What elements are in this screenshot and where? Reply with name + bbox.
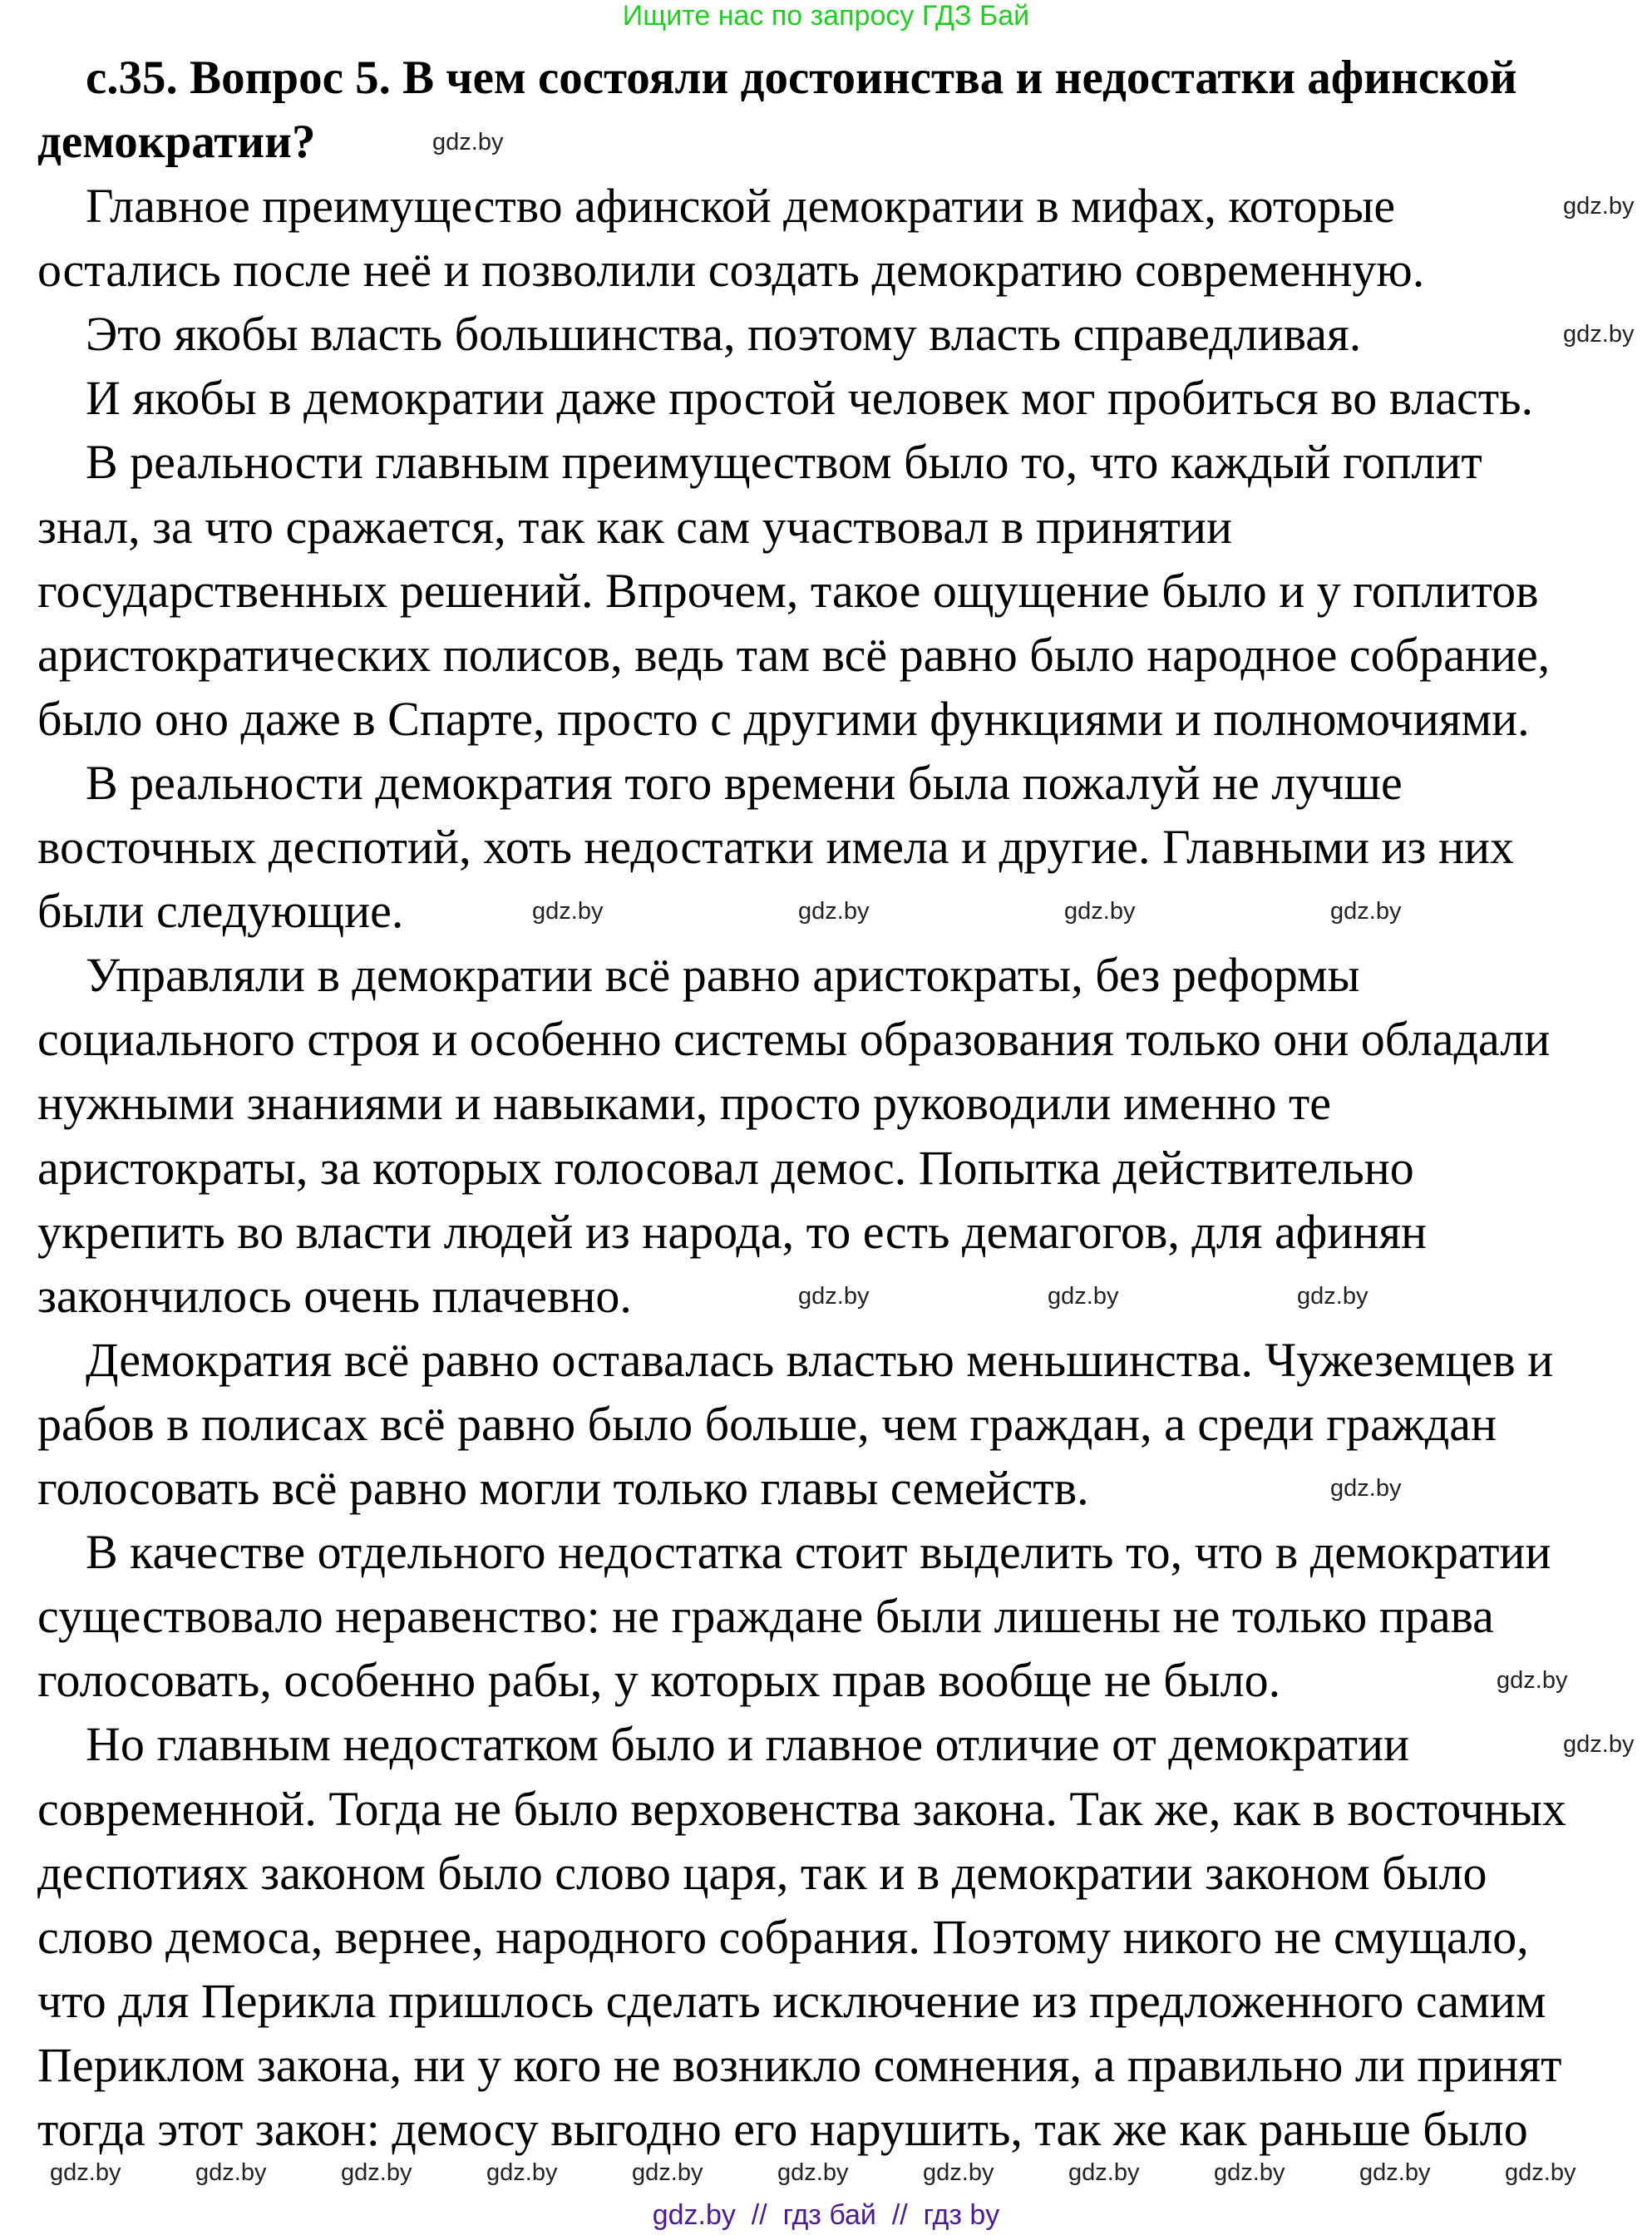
watermark: gdz.by [798,1282,870,1310]
question-title: с.35. Вопрос 5. В чем состояли достоинства и недостатки афинской [86,52,1517,104]
watermark: gdz.by [341,2159,412,2186]
watermark: gdz.by [1064,898,1136,925]
paragraph-line: В качестве отдельного недостатка стоит выделить то, что в демократии [86,1525,1551,1580]
paragraph-line: было оно даже в Спарте, просто с другими функциями и полномочиями. [37,691,1530,746]
paragraph-line: аристократических полисов, ведь там всё равно было народное собрание, [37,627,1551,682]
watermark: gdz.by [1563,321,1635,348]
paragraph-line: государственных решений. Впрочем, такое ощущение было и у гоплитов [37,563,1539,618]
paragraph-line: В реальности главным преимуществом было то, что каждый гоплит [86,435,1482,490]
paragraph-line: голосовать, особенно рабы, у которых прав вообще не было. [37,1653,1281,1708]
watermark: gdz.by [1563,193,1635,220]
watermark: gdz.by [1048,1282,1119,1310]
watermark: gdz.by [1497,1667,1568,1695]
watermark: gdz.by [1505,2159,1576,2186]
paragraph-line: были следующие. [37,884,404,939]
paragraph-line: знал, за что сражается, так как сам участвовал в принятии [37,499,1233,554]
footer-links: gdz.by // гдз бай // гдз by [652,2199,1000,2231]
paragraph-line: рабов в полисах всё равно было больше, чем граждан, а среди граждан [37,1396,1497,1451]
watermark: gdz.by [1359,2159,1431,2186]
search-hint-banner: Ищите нас по запросу ГДЗ Бай [622,0,1030,32]
watermark: gdz.by [432,129,504,155]
paragraph-line: Управляли в демократии всё равно аристократы, без реформы [86,948,1360,1003]
paragraph-line: голосовать всё равно могли только главы семейств. [37,1461,1089,1515]
paragraph-line: восточных деспотий, хоть недостатки имела и другие. Главными из них [37,820,1515,874]
paragraph-line: современной. Тогда не было верховенства закона. Так же, как в восточных [37,1781,1566,1836]
watermark: gdz.by [532,898,604,925]
watermark: gdz.by [777,2159,849,2186]
watermark: gdz.by [1068,2159,1140,2186]
paragraph-line: закончилось очень плачевно. [37,1268,632,1323]
paragraph-line: существовало неравенство: не граждане были лишены не только права [37,1589,1494,1644]
paragraph-line: тогда этот закон: демосу выгодно его нарушить, так же как раньше было [37,2102,1528,2156]
paragraph-line: деспотиях законом было слово царя, так и в демократии законом было [37,1845,1487,1900]
watermark: gdz.by [50,2159,121,2186]
watermark: gdz.by [632,2159,703,2186]
paragraph-line: что для Перикла пришлось сделать исключение из предложенного самим [37,1973,1546,2028]
watermark: gdz.by [1563,1731,1635,1759]
paragraph-line: Демократия всё равно оставалась властью меньшинства. Чужеземцев и [86,1332,1554,1387]
paragraph-line: Это якобы власть большинства, поэтому власть справедливая. [86,307,1362,362]
paragraph-line: аристократы, за которых голосовал демос. Попытка действительно [37,1140,1414,1195]
watermark: gdz.by [195,2159,267,2186]
watermark: gdz.by [923,2159,994,2186]
watermark: gdz.by [1330,1475,1402,1502]
paragraph-line: Главное преимущество афинской демократии в мифах, которые [86,179,1396,233]
paragraph-line: социального строя и особенно системы образования только они обладали [37,1012,1551,1067]
watermark: gdz.by [798,898,870,925]
watermark: gdz.by [1214,2159,1285,2186]
paragraph-line: И якобы в демократии даже простой человек мог пробиться во власть. [86,371,1534,426]
paragraph-line: слово демоса, вернее, народного собрания. Поэтому никого не смущало, [37,1909,1529,1964]
paragraph-line: остались после неё и позволили создать демократию современную. [37,243,1425,298]
paragraph-line: Периклом закона, ни у кого не возникло сомнения, а правильно ли принят [37,2037,1562,2092]
paragraph-line: укрепить во власти людей из народа, то есть демагогов, для афинян [37,1204,1428,1259]
watermark: gdz.by [1330,898,1402,925]
question-title: демократии? [37,116,316,168]
watermark: gdz.by [486,2159,558,2186]
paragraph-line: В реальности демократия того времени была пожалуй не лучше [86,755,1403,810]
watermark: gdz.by [1297,1282,1368,1310]
paragraph-line: нужными знаниями и навыками, просто руководили именно те [37,1076,1332,1131]
paragraph-line: Но главным недостатком было и главное отличие от демократии [86,1717,1410,1772]
